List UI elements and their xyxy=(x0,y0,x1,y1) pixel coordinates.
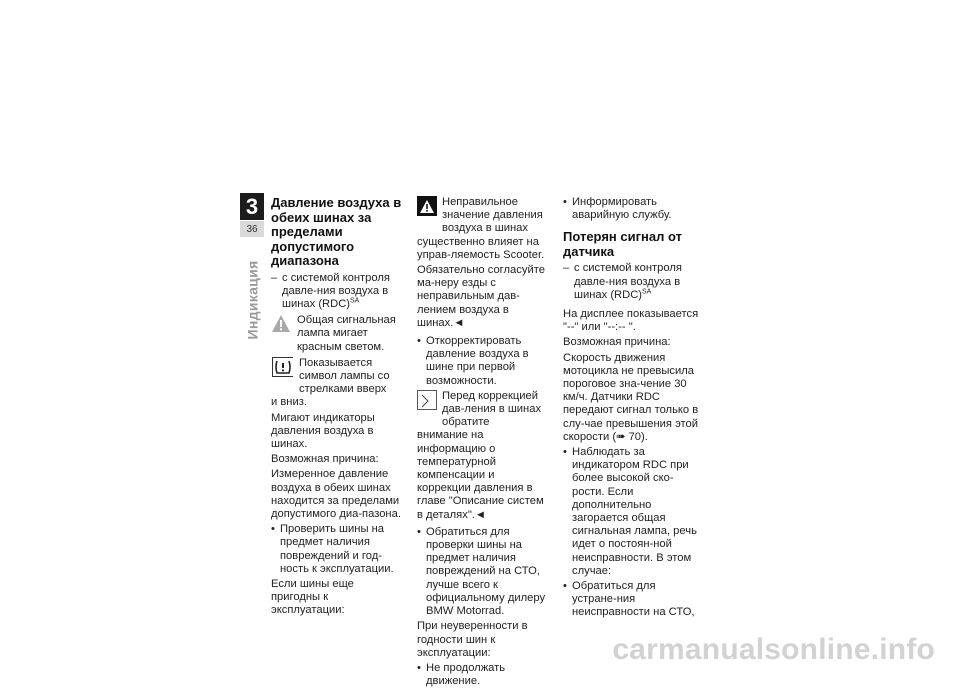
bullet-mark: • xyxy=(417,335,421,348)
bullet-item: • Информировать аварийную службу. xyxy=(563,196,672,222)
tire-symbol-cont: и вниз. xyxy=(271,396,307,409)
column-3 xyxy=(563,196,699,622)
note-chevron-glyph xyxy=(418,391,436,409)
paragraph: Возможная причина: xyxy=(271,453,379,466)
warning-triangle-grey-icon xyxy=(271,314,291,334)
paragraph: Измеренное давление воздуха в обеих шинах находится за пределами допустимого диа-пазона. xyxy=(271,468,401,520)
bullet-item: • Проверить шины на предмет наличия повреждений и год-ность к эксплуатации. xyxy=(271,523,394,575)
bullet-item: • Откорректировать давление воздуха в шине при первой возможности. xyxy=(417,335,529,387)
paragraph: Обязательно согласуйте ма-неру езды с неправильным дав-лением воздуха в шинах.◄ xyxy=(417,264,545,329)
pressure-warning-text: Неправильное значение давления воздуха в шинах xyxy=(442,196,543,235)
warning-lamp-text: Общая сигнальная лампа мигает красным светом. xyxy=(297,314,396,353)
dash-text: с системой контроля давле-ния воздуха в шинах (RDC) xyxy=(282,271,390,310)
note-cont: внимание на информацию о температурной компенсации и коррекции давления в главе "Описание систем в деталях".◄ xyxy=(417,429,544,521)
section-side-label xyxy=(238,250,266,350)
note-row xyxy=(417,390,549,430)
note-text: Перед коррекцией дав-ления в шинах обратите xyxy=(442,389,542,429)
sa-superscript: SA xyxy=(350,297,360,305)
column-2 xyxy=(417,196,549,690)
general-warning-row xyxy=(271,314,403,354)
paragraph: При неуверенности в годности шин к эксплуатации: xyxy=(417,620,528,659)
bullet-item: • Обратиться для устране-ния неисправности на СТО, xyxy=(563,580,695,619)
bullet-mark: • xyxy=(563,446,567,459)
bullet-item: • Обратиться для проверки шины на предмет наличия повреждений на СТО, лучше всего к официальному дилеру BMW Motorrad. xyxy=(417,525,546,618)
page-number: 36 xyxy=(240,221,264,237)
warning-triangle-glyph xyxy=(419,199,435,214)
bullet-item: • Наблюдать за индикатором RDC при более высокой ско-рости. Если дополнительно загорается общая сигнальная лампа, речь идет о постоян-ной неисправности. В этом случае: xyxy=(563,446,697,577)
paragraph: На дисплее показывается "--" или "--:-- ". xyxy=(563,308,699,334)
note-icon xyxy=(417,390,437,410)
warning-triangle-icon xyxy=(417,196,437,216)
chapter-number: 3 xyxy=(240,193,264,220)
bullet-mark: • xyxy=(563,580,567,593)
sa-superscript: SA xyxy=(642,288,652,296)
column-1 xyxy=(271,196,403,620)
bullet-mark: • xyxy=(563,196,567,208)
bullet-item: • Не продолжать движение. xyxy=(417,661,506,688)
bullet-mark: • xyxy=(271,523,275,536)
watermark: carmanualsonline.info xyxy=(612,633,935,666)
pressure-warning-cont: существенно влияет на управ-ляемость Scooter. xyxy=(417,235,545,261)
dash-text: с системой контроля давле-ния воздуха в шинах (RDC) xyxy=(574,262,682,301)
tire-symbol-text: Показывается символ лампы со стрелками вверх xyxy=(299,356,390,396)
bullet-mark: • xyxy=(417,525,421,538)
dash-item xyxy=(271,272,403,312)
paragraph: Скорость движения мотоцикла не превысила пороговое зна-чение 30 км/ч. Датчики RDC передают сигнал только в слу-чае превышения этой скорости (➠ 70). xyxy=(563,351,699,443)
heading-both-tires: Давление воздуха в обеих шинах за пределами допустимого диапазона xyxy=(271,195,402,268)
paragraph: Если шины еще пригодны к эксплуатации: xyxy=(271,577,354,617)
dash-mark: – xyxy=(271,271,278,284)
heading-sensor-signal-lost: Потерян сигнал от датчика xyxy=(563,229,682,259)
tire-pressure-icon xyxy=(271,357,293,377)
pressure-warning-row xyxy=(417,196,549,236)
tire-symbol-row xyxy=(271,357,403,397)
bullet-mark: • xyxy=(417,661,421,674)
dash-item xyxy=(563,262,699,302)
dash-mark: – xyxy=(563,262,570,275)
section-side-label-text: Индикация xyxy=(244,260,261,340)
paragraph: Мигают индикаторы давления воздуха в шинах. xyxy=(271,411,375,450)
paragraph: Возможная причина: xyxy=(563,336,671,349)
